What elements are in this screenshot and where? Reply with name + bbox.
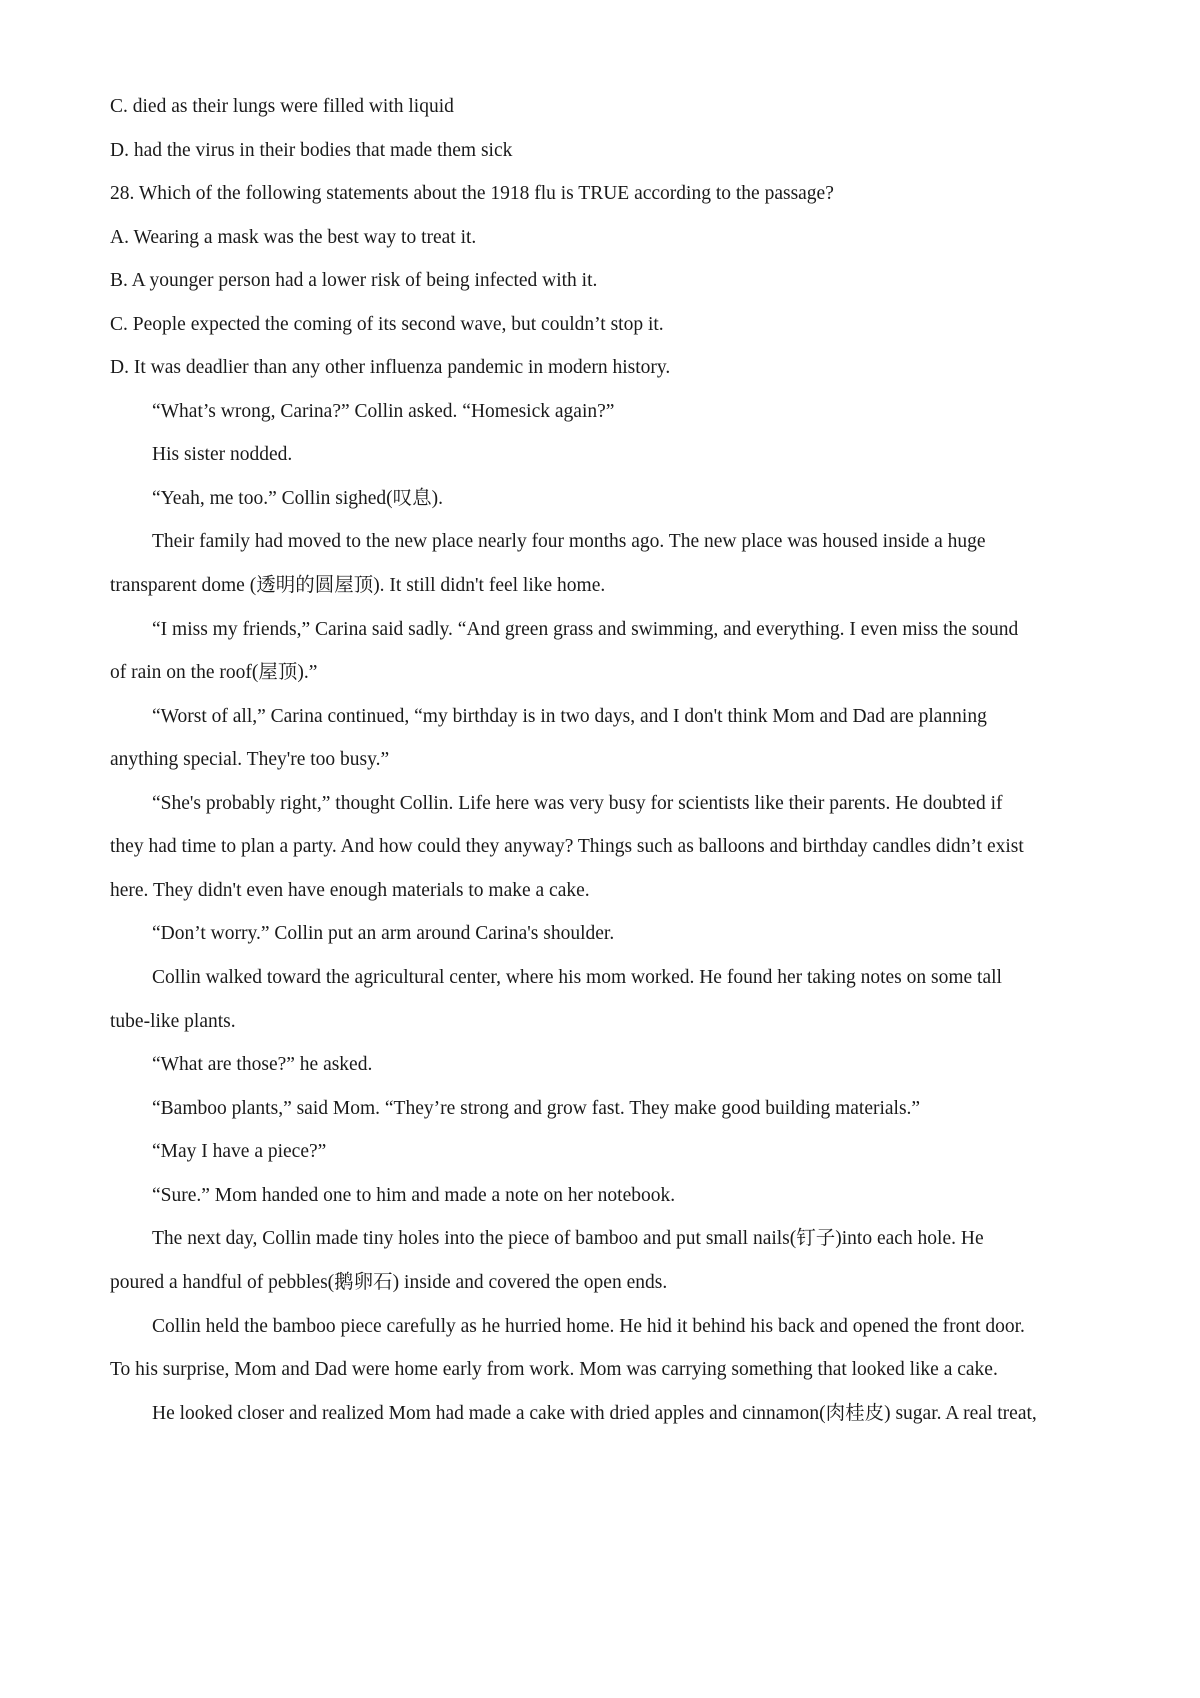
passage-line: To his surprise, Mom and Dad were home early from work. Mom was carrying something that looked like a cake. [110, 1359, 998, 1380]
passage-line: “Don’t worry.” Collin put an arm around Carina's shoulder. [152, 923, 615, 944]
question-28-option-d: D. It was deadlier than any other influenza pandemic in modern history. [110, 357, 671, 378]
question-28-option-b: B. A younger person had a lower risk of being infected with it. [110, 270, 598, 291]
passage-line: of rain on the roof(屋顶).” [110, 662, 318, 683]
passage-line: “What’s wrong, Carina?” Collin asked. “Homesick again?” [152, 401, 615, 422]
passage-line: He looked closer and realized Mom had made a cake with dried apples and cinnamon(肉桂皮) sugar. A real treat, [152, 1403, 1037, 1424]
question-28-stem: 28. Which of the following statements about the 1918 flu is TRUE according to the passage? [110, 183, 834, 204]
passage-line: “She's probably right,” thought Collin. Life here was very busy for scientists like their parents. He doubted if [152, 793, 1003, 814]
passage-line: Collin walked toward the agricultural center, where his mom worked. He found her taking notes on some tall [152, 967, 1002, 988]
passage-line: “Bamboo plants,” said Mom. “They’re strong and grow fast. They make good building materials.” [152, 1098, 921, 1119]
passage-line: “Yeah, me too.” Collin sighed(叹息). [152, 488, 444, 509]
passage-line: “I miss my friends,” Carina said sadly. “And green grass and swimming, and everything. I even miss the sound [152, 619, 1019, 640]
passage-line: “Worst of all,” Carina continued, “my birthday is in two days, and I don't think Mom and Dad are planning [152, 706, 987, 727]
passage-line: “May I have a piece?” [152, 1141, 327, 1162]
passage-line: “What are those?” he asked. [152, 1054, 373, 1075]
question-28-option-c: C. People expected the coming of its second wave, but couldn’t stop it. [110, 314, 664, 335]
passage-line: anything special. They're too busy.” [110, 749, 390, 770]
passage-line: Their family had moved to the new place nearly four months ago. The new place was housed inside a huge [152, 531, 986, 552]
passage-line: The next day, Collin made tiny holes into the piece of bamboo and put small nails(钉子)into each hole. He [152, 1228, 984, 1249]
passage-line: tube-like plants. [110, 1011, 236, 1032]
passage-line: transparent dome (透明的圆屋顶). It still didn't feel like home. [110, 575, 606, 596]
passage-line: they had time to plan a party. And how could they anyway? Things such as balloons and birthday candles didn’t exist [110, 836, 1024, 857]
question-28-option-a: A. Wearing a mask was the best way to treat it. [110, 227, 477, 248]
passage-line: poured a handful of pebbles(鹅卵石) inside and covered the open ends. [110, 1272, 668, 1293]
passage-line: His sister nodded. [152, 444, 293, 465]
passage-line: here. They didn't even have enough materials to make a cake. [110, 880, 590, 901]
passage-line: Collin held the bamboo piece carefully as he hurried home. He hid it behind his back and opened the front door. [152, 1316, 1025, 1337]
passage-line: “Sure.” Mom handed one to him and made a note on her notebook. [152, 1185, 676, 1206]
option-d-prev: D. had the virus in their bodies that made them sick [110, 140, 513, 161]
option-c-prev: C. died as their lungs were filled with liquid [110, 96, 454, 117]
